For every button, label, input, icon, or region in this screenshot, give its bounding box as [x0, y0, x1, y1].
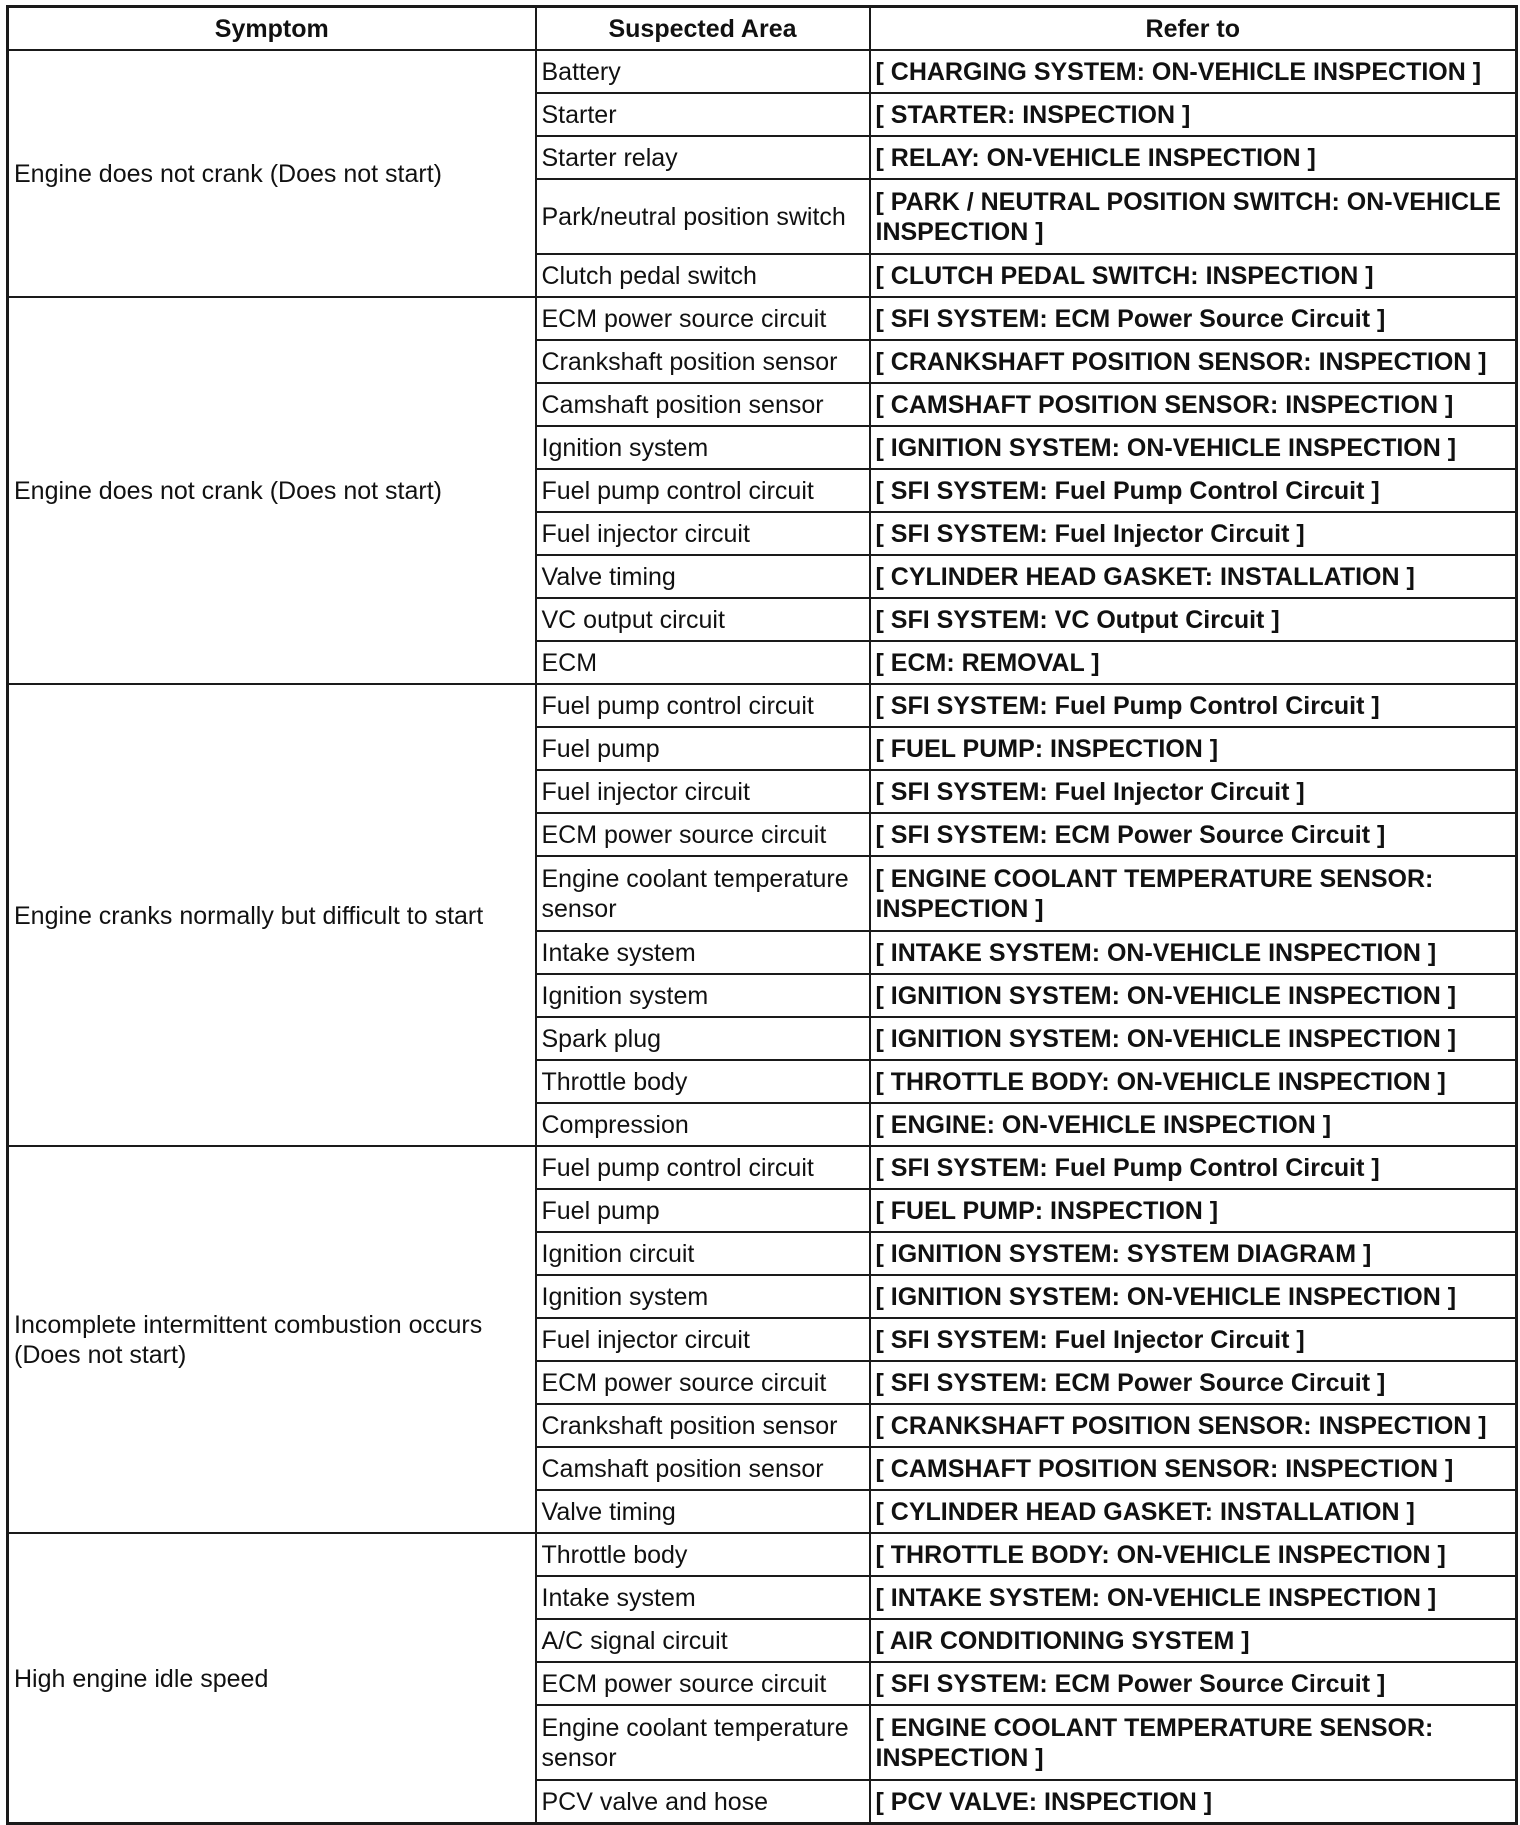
suspected-area-cell: Ignition system	[536, 426, 870, 469]
table-row	[8, 50, 1517, 93]
refer-to-cell: [ FUEL PUMP: INSPECTION ]	[870, 1189, 1517, 1232]
refer-to-cell: [ SFI SYSTEM: ECM Power Source Circuit ]	[870, 1662, 1517, 1705]
refer-to-cell: [ RELAY: ON-VEHICLE INSPECTION ]	[870, 136, 1517, 179]
refer-to-cell: [ FUEL PUMP: INSPECTION ]	[870, 727, 1517, 770]
symptom-cell: Engine does not crank (Does not start)	[8, 297, 536, 684]
suspected-area-cell: PCV valve and hose	[536, 1780, 870, 1824]
refer-to-cell: [ CYLINDER HEAD GASKET: INSTALLATION ]	[870, 555, 1517, 598]
refer-to-cell: [ ENGINE: ON-VEHICLE INSPECTION ]	[870, 1103, 1517, 1146]
refer-to-cell: [ IGNITION SYSTEM: ON-VEHICLE INSPECTION ]	[870, 974, 1517, 1017]
suspected-area-cell: Camshaft position sensor	[536, 1447, 870, 1490]
suspected-area-cell: Fuel pump	[536, 1189, 870, 1232]
suspected-area-cell: Fuel injector circuit	[536, 512, 870, 555]
symptom-cell: Engine does not crank (Does not start)	[8, 50, 536, 297]
suspected-area-cell: ECM power source circuit	[536, 813, 870, 856]
suspected-area-cell: Starter	[536, 93, 870, 136]
refer-to-cell: [ CHARGING SYSTEM: ON-VEHICLE INSPECTION ]	[870, 50, 1517, 93]
refer-to-cell: [ CAMSHAFT POSITION SENSOR: INSPECTION ]	[870, 383, 1517, 426]
refer-to-cell: [ STARTER: INSPECTION ]	[870, 93, 1517, 136]
table-row	[8, 297, 1517, 340]
suspected-area-cell: Fuel pump	[536, 727, 870, 770]
refer-to-cell: [ INTAKE SYSTEM: ON-VEHICLE INSPECTION ]	[870, 931, 1517, 974]
refer-to-cell: [ CLUTCH PEDAL SWITCH: INSPECTION ]	[870, 254, 1517, 297]
refer-to-cell: [ CRANKSHAFT POSITION SENSOR: INSPECTION ]	[870, 1404, 1517, 1447]
suspected-area-cell: Camshaft position sensor	[536, 383, 870, 426]
suspected-area-cell: Intake system	[536, 1576, 870, 1619]
refer-to-cell: [ SFI SYSTEM: ECM Power Source Circuit ]	[870, 1361, 1517, 1404]
suspected-area-cell: Crankshaft position sensor	[536, 340, 870, 383]
suspected-area-cell: Clutch pedal switch	[536, 254, 870, 297]
header-refer-to: Refer to	[870, 7, 1517, 51]
suspected-area-cell: Ignition system	[536, 1275, 870, 1318]
suspected-area-cell: ECM	[536, 641, 870, 684]
refer-to-cell: [ SFI SYSTEM: Fuel Injector Circuit ]	[870, 1318, 1517, 1361]
symptom-cell: High engine idle speed	[8, 1533, 536, 1824]
table-row	[8, 684, 1517, 727]
suspected-area-cell: ECM power source circuit	[536, 1662, 870, 1705]
suspected-area-cell: Park/neutral position switch	[536, 179, 870, 254]
table-body	[8, 50, 1517, 1824]
refer-to-cell: [ ENGINE COOLANT TEMPERATURE SENSOR: INSPECTION ]	[870, 856, 1517, 931]
refer-to-cell: [ SFI SYSTEM: Fuel Pump Control Circuit ]	[870, 1146, 1517, 1189]
header-symptom: Symptom	[8, 7, 536, 51]
refer-to-cell: [ CYLINDER HEAD GASKET: INSTALLATION ]	[870, 1490, 1517, 1533]
suspected-area-cell: Engine coolant temperature sensor	[536, 1705, 870, 1780]
refer-to-cell: [ THROTTLE BODY: ON-VEHICLE INSPECTION ]	[870, 1060, 1517, 1103]
suspected-area-cell: Compression	[536, 1103, 870, 1146]
table-row	[8, 1146, 1517, 1189]
refer-to-cell: [ SFI SYSTEM: Fuel Pump Control Circuit ]	[870, 684, 1517, 727]
suspected-area-cell: Ignition system	[536, 974, 870, 1017]
suspected-area-cell: A/C signal circuit	[536, 1619, 870, 1662]
refer-to-cell: [ IGNITION SYSTEM: ON-VEHICLE INSPECTION ]	[870, 1017, 1517, 1060]
refer-to-cell: [ SFI SYSTEM: ECM Power Source Circuit ]	[870, 297, 1517, 340]
refer-to-cell: [ PARK / NEUTRAL POSITION SWITCH: ON-VEHICLE INSPECTION ]	[870, 179, 1517, 254]
header-row	[8, 7, 1517, 51]
refer-to-cell: [ CRANKSHAFT POSITION SENSOR: INSPECTION ]	[870, 340, 1517, 383]
refer-to-cell: [ THROTTLE BODY: ON-VEHICLE INSPECTION ]	[870, 1533, 1517, 1576]
refer-to-cell: [ IGNITION SYSTEM: ON-VEHICLE INSPECTION ]	[870, 1275, 1517, 1318]
refer-to-cell: [ SFI SYSTEM: Fuel Injector Circuit ]	[870, 512, 1517, 555]
suspected-area-cell: VC output circuit	[536, 598, 870, 641]
suspected-area-cell: Starter relay	[536, 136, 870, 179]
suspected-area-cell: Ignition circuit	[536, 1232, 870, 1275]
suspected-area-cell: Throttle body	[536, 1533, 870, 1576]
suspected-area-cell: Fuel pump control circuit	[536, 684, 870, 727]
symptom-cell: Engine cranks normally but difficult to start	[8, 684, 536, 1146]
refer-to-cell: [ ECM: REMOVAL ]	[870, 641, 1517, 684]
refer-to-cell: [ SFI SYSTEM: ECM Power Source Circuit ]	[870, 813, 1517, 856]
refer-to-cell: [ SFI SYSTEM: Fuel Injector Circuit ]	[870, 770, 1517, 813]
refer-to-cell: [ AIR CONDITIONING SYSTEM ]	[870, 1619, 1517, 1662]
suspected-area-cell: Crankshaft position sensor	[536, 1404, 870, 1447]
suspected-area-cell: Spark plug	[536, 1017, 870, 1060]
suspected-area-cell: Battery	[536, 50, 870, 93]
header-suspected-area: Suspected Area	[536, 7, 870, 51]
refer-to-cell: [ SFI SYSTEM: VC Output Circuit ]	[870, 598, 1517, 641]
refer-to-cell: [ PCV VALVE: INSPECTION ]	[870, 1780, 1517, 1824]
suspected-area-cell: Fuel pump control circuit	[536, 1146, 870, 1189]
suspected-area-cell: Fuel injector circuit	[536, 770, 870, 813]
refer-to-cell: [ CAMSHAFT POSITION SENSOR: INSPECTION ]	[870, 1447, 1517, 1490]
symptom-table	[6, 5, 1518, 1825]
suspected-area-cell: Valve timing	[536, 555, 870, 598]
refer-to-cell: [ IGNITION SYSTEM: SYSTEM DIAGRAM ]	[870, 1232, 1517, 1275]
suspected-area-cell: ECM power source circuit	[536, 297, 870, 340]
refer-to-cell: [ INTAKE SYSTEM: ON-VEHICLE INSPECTION ]	[870, 1576, 1517, 1619]
suspected-area-cell: Intake system	[536, 931, 870, 974]
suspected-area-cell: Engine coolant temperature sensor	[536, 856, 870, 931]
symptom-cell: Incomplete intermittent combustion occurs (Does not start)	[8, 1146, 536, 1533]
troubleshooting-table-container	[6, 5, 1515, 1825]
refer-to-cell: [ SFI SYSTEM: Fuel Pump Control Circuit ]	[870, 469, 1517, 512]
suspected-area-cell: Fuel pump control circuit	[536, 469, 870, 512]
suspected-area-cell: Throttle body	[536, 1060, 870, 1103]
suspected-area-cell: Valve timing	[536, 1490, 870, 1533]
suspected-area-cell: Fuel injector circuit	[536, 1318, 870, 1361]
table-row	[8, 1533, 1517, 1576]
suspected-area-cell: ECM power source circuit	[536, 1361, 870, 1404]
refer-to-cell: [ IGNITION SYSTEM: ON-VEHICLE INSPECTION ]	[870, 426, 1517, 469]
refer-to-cell: [ ENGINE COOLANT TEMPERATURE SENSOR: INSPECTION ]	[870, 1705, 1517, 1780]
